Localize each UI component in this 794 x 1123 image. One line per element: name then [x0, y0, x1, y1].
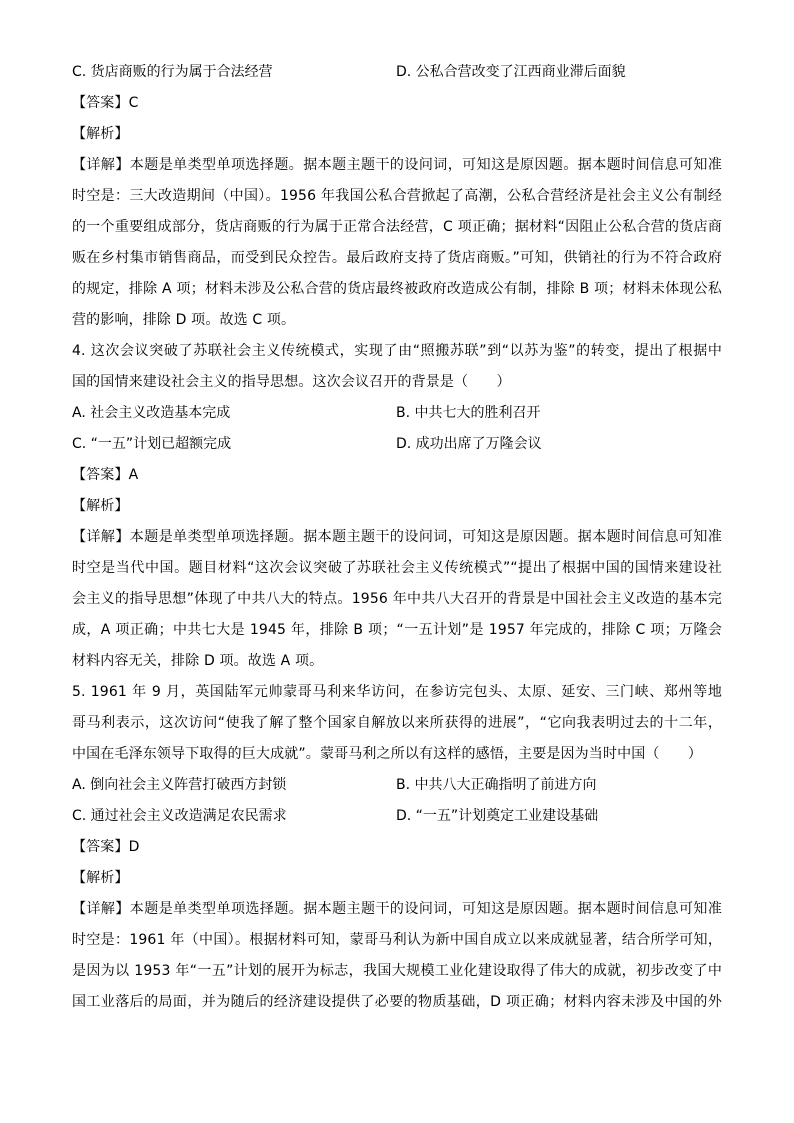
q4-detail-line: 成，A 项正确；中共七大是 1945 年，排除 B 项；“一五计划”是 1957 年完成的，排除 C 项；万隆会 [72, 622, 722, 638]
q3-detail-line: 营的影响，排除 D 项。故选 C 项。 [72, 312, 296, 328]
q4-detail-line: 时空是当代中国。题目材料“这次会议突破了苏联社会主义传统模式”“提出了根据中国的国情来建设社 [72, 560, 722, 576]
q5-option-c: C. 通过社会主义改造满足农民需求 [72, 808, 287, 824]
q3-answer: 【答案】C [72, 95, 139, 111]
q5-stem-line: 哥马利表示，这次访问“使我了解了整个国家自解放以来所获得的进展”，“它向我表明过去的十二年， [72, 715, 722, 731]
q5-stem-line: 中国在毛泽东领导下取得的巨大成就”。蒙哥马利之所以有这样的感悟，主要是因为当时中国（ ） [72, 746, 702, 762]
q4-option-a: A. 社会主义改造基本完成 [72, 405, 231, 421]
q3-analysis-label: 【解析】 [72, 126, 129, 142]
q5-detail-line: 是因为以 1953 年“一五”计划的展开为标志，我国大规模工业化建设取得了伟大的成就，初步改变了中 [72, 963, 722, 979]
q5-option-d: D. “一五”计划奠定工业建设基础 [396, 808, 599, 824]
q4-option-b: B. 中共七大的胜利召开 [396, 405, 541, 421]
q5-options-row-cd [72, 806, 722, 826]
q5-analysis-label: 【解析】 [72, 870, 129, 886]
question-3-tail [72, 62, 722, 330]
q4-stem-line: 4. 这次会议突破了苏联社会主义传统模式，实现了由“照搬苏联”到“以苏为鉴”的转变，提出了根据中 [72, 343, 722, 359]
q4-option-c: C. “一五”计划已超额完成 [72, 436, 232, 452]
q5-detail-line: 国工业落后的局面，并为随后的经济建设提供了必要的物质基础，D 项正确；材料内容未涉及中国的外 [72, 994, 722, 1010]
q4-detail-line: 材料内容无关，排除 D 项。故选 A 项。 [72, 653, 324, 669]
q3-option-d: D. 公私合营改变了江西商业滞后面貌 [396, 64, 626, 80]
q5-detail-line: 【详解】本题是单类型单项选择题。据本题主题干的设问词，可知这是原因题。据本题时间信息可知准 [72, 901, 722, 917]
q3-detail-line: 时空是：三大改造期间（中国）。1956 年我国公私合营掀起了高潮，公私合营经济是社会主义公有制经 [72, 188, 722, 204]
q4-answer: 【答案】A [72, 467, 139, 483]
document-page [72, 62, 722, 1023]
question-5 [72, 682, 722, 1012]
q5-option-b: B. 中共八大正确指明了前进方向 [396, 777, 597, 793]
q3-detail-line: 的规定，排除 A 项；材料未涉及公私合营的货店最终被政府改造成公有制，排除 B 项；材料未体现公私 [72, 281, 722, 297]
q5-stem-line: 5. 1961 年 9 月，英国陆军元帅蒙哥马利来华访问，在参访完包头、太原、延安、三门峡、郑州等地 [72, 684, 722, 700]
q3-detail-line: 的一个重要组成部分，货店商贩的行为属于正常合法经营，C 项正确；据材料“因阻止公私合营的货店商 [72, 219, 722, 235]
q4-stem-line: 国的国情来建设社会主义的指导思想。这次会议召开的背景是（ ） [72, 374, 511, 390]
q5-answer: 【答案】D [72, 839, 140, 855]
q4-detail-line: 【详解】本题是单类型单项选择题。据本题主题干的设问词，可知这是原因题。据本题时间信息可知准 [72, 529, 722, 545]
q4-detail-line: 会主义的指导思想”体现了中共八大的特点。1956 年中共八大召开的背景是中国社会主义改造的基本完 [72, 591, 722, 607]
q4-options-row-cd [72, 434, 722, 454]
q5-detail-line: 时空是：1961 年（中国）。根据材料可知，蒙哥马利认为新中国自成立以来成就显著，结合所学可知， [72, 932, 722, 948]
q5-options-row-ab [72, 775, 722, 795]
q4-options-row-ab [72, 403, 722, 423]
q3-detail-line: 【详解】本题是单类型单项选择题。据本题主题干的设问词，可知这是原因题。据本题时间信息可知准 [72, 157, 722, 173]
q3-option-c: C. 货店商贩的行为属于合法经营 [72, 64, 273, 80]
q3-detail-line: 贩在乡村集市销售商品，而受到民众控告。最后政府支持了货店商贩。”可知，供销社的行为不符合政府 [72, 250, 722, 266]
question-4 [72, 341, 722, 671]
q5-option-a: A. 倒向社会主义阵营打破西方封锁 [72, 777, 287, 793]
q3-options-row-cd [72, 62, 722, 82]
q4-analysis-label: 【解析】 [72, 498, 129, 514]
q4-option-d: D. 成功出席了万隆会议 [396, 436, 542, 452]
